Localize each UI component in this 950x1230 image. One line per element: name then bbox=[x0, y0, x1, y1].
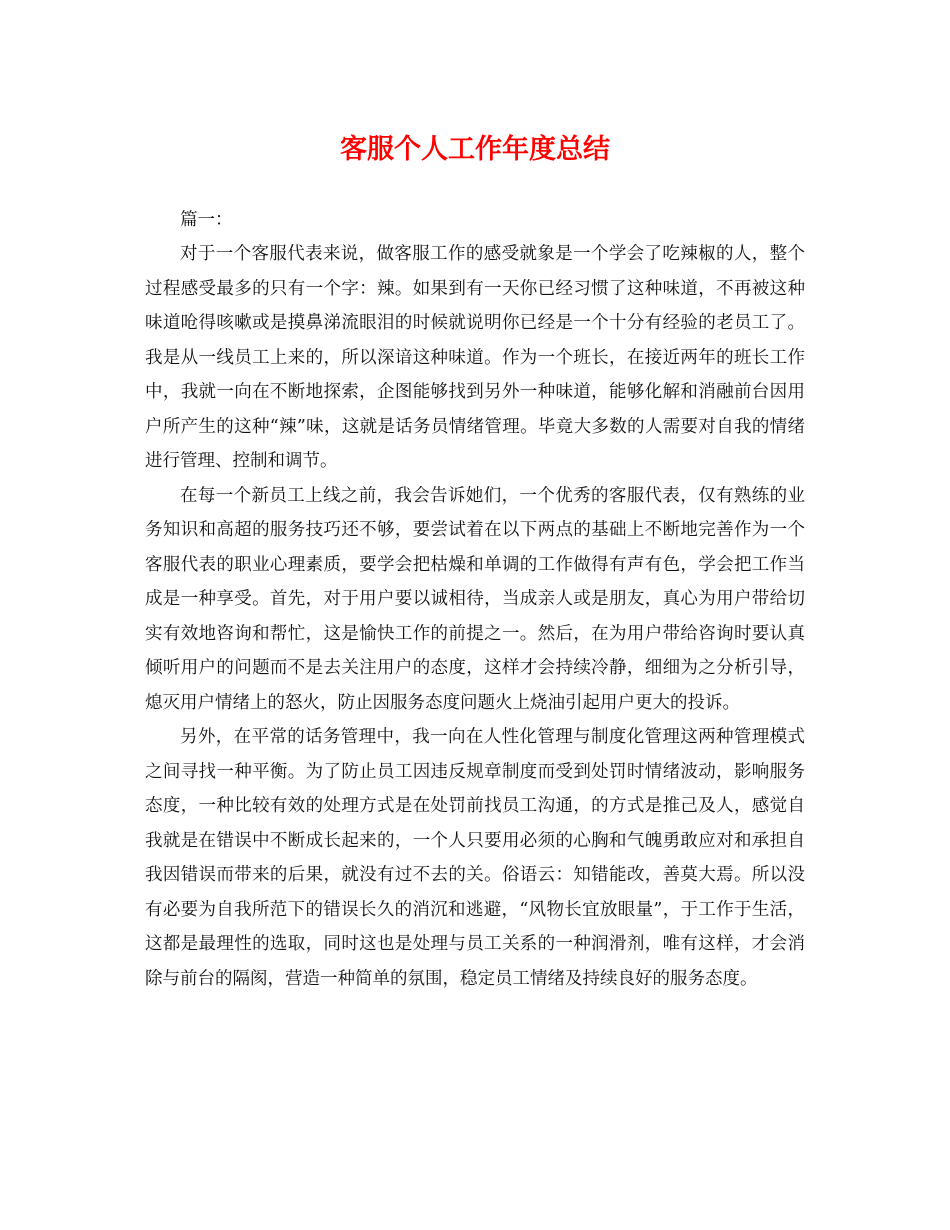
paragraph-3: 另外，在平常的话务管理中，我一向在人性化管理与制度化管理这两种管理模式之间寻找一种平衡。为了防止员工因违反规章制度而受到处罚时情绪波动，影响服务态度，一种比较有效的处理方式是在处罚前找员工沟通，的方式是推己及人，感觉自我就是在错误中不断成长起来的，一个人只要用必须的心胸和气魄勇敢应对和承担自我因错误而带来的后果，就没有过不去的关。俗语云：知错能改，善莫大焉。所以没有必要为自我所范下的错误长久的消沉和逃避，“风物长宜放眼量”，于工作于生活，这都是最理性的选取，同时这也是处理与员工关系的一种润滑剂，唯有这样，才会消除与前台的隔阂，营造一种简单的氛围，稳定员工情绪及持续良好的服务态度。 bbox=[145, 727, 805, 989]
section-label: 篇一： bbox=[180, 210, 233, 230]
paragraph-1: 对于一个客服代表来说，做客服工作的感受就象是一个学会了吃辣椒的人，整个过程感受最多的只有一个字：辣。如果到有一天你已经习惯了这种味道，不再被这种味道呛得咳嗽或是摸鼻涕流眼泪的时候就说明你已经是一个十分有经验的老员工了。我是从一线员工上来的，所以深谙这种味道。作为一个班长，在接近两年的班长工作中，我就一向在不断地探索，企图能够找到另外一种味道，能够化解和消融前台因用户所产生的这种“辣”味，这就是话务员情绪管理。毕竟大多数的人需要对自我的情绪进行管理、控制和调节。 bbox=[145, 244, 805, 471]
paragraph-2: 在每一个新员工上线之前，我会告诉她们，一个优秀的客服代表，仅有熟练的业务知识和高超的服务技巧还不够，要尝试着在以下两点的基础上不断地完善作为一个客服代表的职业心理素质，要学会把枯燥和单调的工作做得有声有色，学会把工作当成是一种享受。首先，对于用户要以诚相待，当成亲人或是朋友，真心为用户带给切实有效地咨询和帮忙，这是愉快工作的前提之一。然后，在为用户带给咨询时要认真倾听用户的问题而不是去关注用户的态度，这样才会持续冷静，细细为之分析引导，熄灭用户情绪上的怒火，防止因服务态度问题火上烧油引起用户更大的投诉。 bbox=[145, 485, 805, 713]
document-title: 客服个人工作年度总结 bbox=[340, 134, 610, 165]
document-body bbox=[145, 203, 805, 996]
